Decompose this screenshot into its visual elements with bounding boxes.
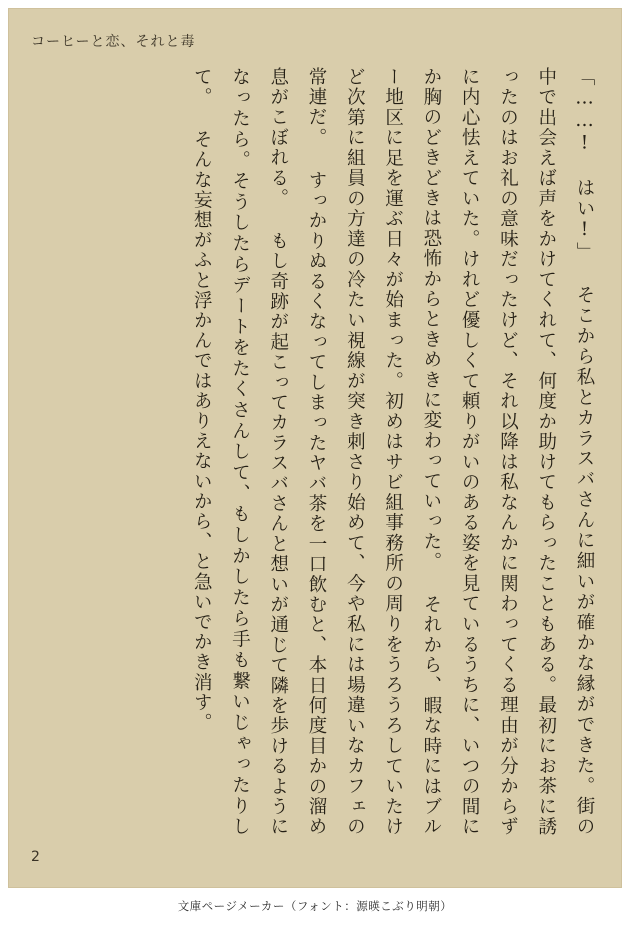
page-title: コーヒーと恋、それと毒 xyxy=(31,34,196,50)
footer-caption: 文庫ページメーカー（フォント：源暎こぶり明朝） xyxy=(177,899,453,913)
body-paragraph: 「……! はい!」 そこから私とカラスバさんに細いが確かな縁ができた。街の中で出会えば声をかけてくれて、何度か助けてもらったこともある。最初にお茶に誘ったのはお礼の意味だったけど、それ以降は私なんかに関わってくる理由が分からずに内心怯えていた。けれど優しくて頼りがいのある姿を見ているうちに、いつの間にか胸のどきどきは恐怖からときめきに変わっていった。 それから、暇な時にはブルー地区に足を運ぶ日々が始まった。初めはサビ組事務所の周りをうろうろしていたけど次第に組員の方達の冷たい視線が突き刺さり始めて、今や私には場違いなカフェの常連だ。 すっかりぬるくなってしまったヤバ茶を一口飲むと、本日何度目かの溜め息がこぼれる。 もし奇跡が起こってカラスバさんと想いが通じて隣を歩けるようになったら。そうしたらデートをたくさんして、もしかしたら手も繋いじゃったりして。 そんな妄想がふと浮かんではありえないから、と急いでかき消す。 xyxy=(191,67,595,837)
paper-sheet xyxy=(8,8,622,888)
page-number: 2 xyxy=(31,849,40,865)
novel-body-text xyxy=(31,67,603,837)
